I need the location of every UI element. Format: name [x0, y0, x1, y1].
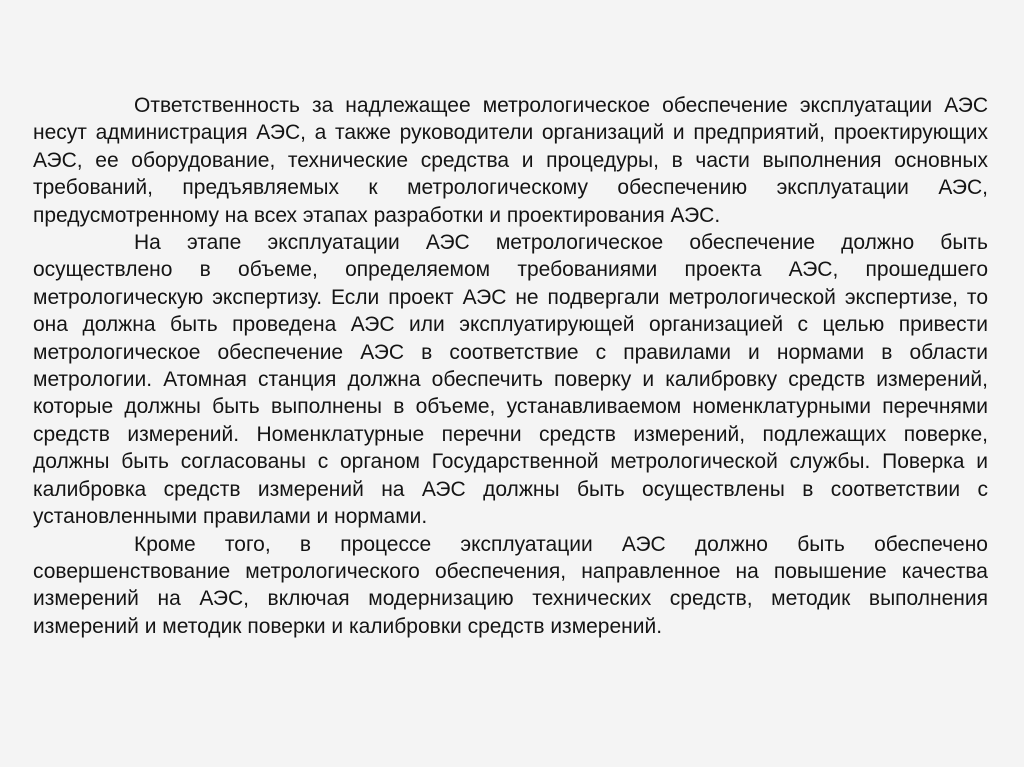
paragraph-operation-stage: На этапе эксплуатации АЭС метрологическое обеспечение должно быть осуществлено в объеме, определяемом требованиями проекта АЭС, прошедшего метрологическую экспертизу. Если проект АЭС не подвергали метрологической экспертизе, то она должна быть проведена АЭС или эксплуатирующей организацией с целью привести метрологическое обеспечение АЭС в соответствие с правилами и нормами в области метрологии. Атомная станция должна обеспечить поверку и калибровку средств измерений, которые должны быть выполнены в объеме, устанавливаемом номенклатурными перечнями средств измерений. Номенклатурные перечни средств измерений, подлежащих поверке, должны быть согласованы с органом Государственной метрологической службы. Поверка и калибровка средств измерений на АЭС должны быть осуществлены в соответствии с установленными правилами и нормами.	[33, 231, 988, 529]
document-text	[33, 92, 988, 640]
paragraph-improvement: Кроме того, в процессе эксплуатации АЭС должно быть обеспечено совершенствование метрологического обеспечения, направленное на повышение качества измерений на АЭС, включая модернизацию технических средств, методик выполнения измерений и методик поверки и калибровки средств измерений.	[33, 532, 988, 638]
paragraph-responsibility: Ответственность за надлежащее метрологическое обеспечение эксплуатации АЭС несут администрация АЭС, а также руководители организаций и предприятий, проектирующих АЭС, ее оборудование, технические средства и процедуры, в части выполнения основных требований, предъявляемых к метрологическому обеспечению эксплуатации АЭС, предусмотренному на всех этапах разработки и проектирования АЭС.	[33, 94, 988, 227]
